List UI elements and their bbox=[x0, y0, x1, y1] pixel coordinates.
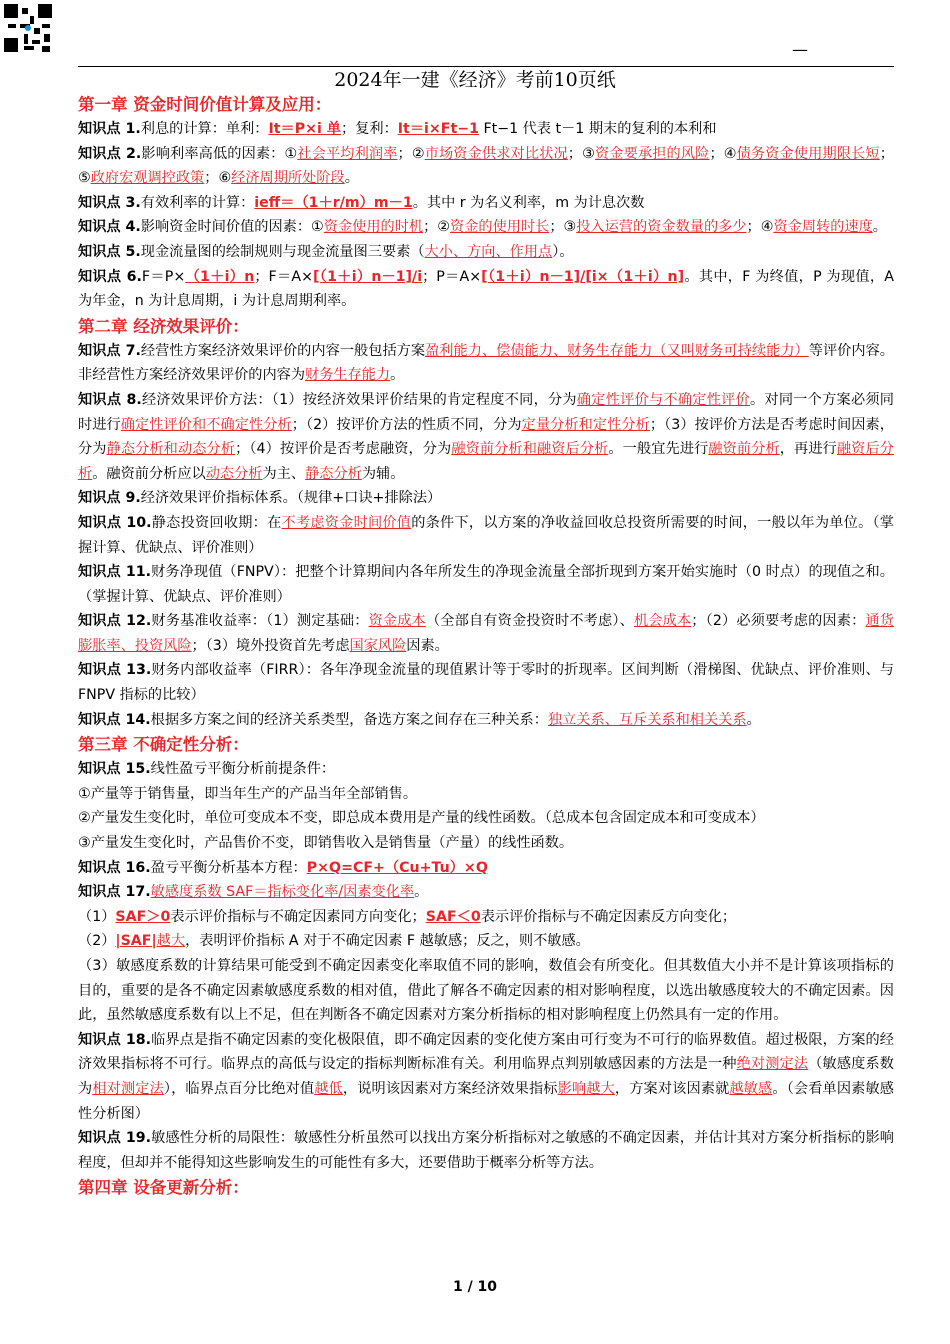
highlight-text: 绝对测定法 bbox=[736, 1056, 809, 1073]
knowledge-point bbox=[78, 880, 894, 905]
body-text: 经济效果评价方法：（1）按经济效果评价结果的肯定程度不同，分为 bbox=[141, 391, 577, 408]
highlight-text: 确定性评价和不确定性分析 bbox=[120, 416, 292, 433]
body-text: 影响资金时间价值的因素：① bbox=[140, 219, 324, 236]
body-text: 。 bbox=[746, 711, 761, 728]
body-text: 经济效果评价指标体系。（规律+口诀+排除法） bbox=[140, 490, 442, 507]
knowledge-point-label: 知识点 9. bbox=[78, 490, 141, 507]
knowledge-point-label: 知识点 19. bbox=[78, 1130, 152, 1147]
body-text: 利息的计算：单利： bbox=[140, 121, 269, 137]
highlight-text: 相对测定法 bbox=[92, 1080, 164, 1097]
knowledge-point-label: 知识点 11. bbox=[78, 564, 151, 581]
highlight-text: 越低 bbox=[314, 1080, 343, 1097]
highlight-text: 资金要承担的风险 bbox=[594, 145, 710, 162]
body-text: ，表明评价指标 A 对于不确定因素 F 越敏感；反之，则不敏感。 bbox=[185, 933, 590, 950]
highlight-text: 资金使用的时机 bbox=[323, 219, 424, 236]
highlight-text: 越大 bbox=[156, 933, 186, 950]
knowledge-point-label: 知识点 17. bbox=[78, 884, 151, 901]
highlight-text: 确定性评价与不确定性评价 bbox=[576, 391, 750, 408]
body-text: 表示评价指标与不确定因素反方向变化； bbox=[480, 908, 737, 925]
page-number: 1 / 10 bbox=[452, 1279, 498, 1295]
formula-text: It＝i×Ft−1 bbox=[397, 121, 479, 137]
body-text: ；③ bbox=[567, 145, 595, 162]
formula-text: P×Q=CF+（Cu+Tu）×Q bbox=[306, 859, 488, 876]
highlight-text: 机会成本 bbox=[633, 613, 692, 630]
body-text: （2） bbox=[78, 933, 116, 950]
body-text: ；② bbox=[397, 145, 425, 162]
knowledge-point-label: 知识点 13. bbox=[78, 662, 152, 679]
knowledge-point bbox=[78, 215, 894, 240]
knowledge-point-label: 知识点 4. bbox=[78, 219, 141, 236]
body-text: 。一般宜先进行 bbox=[608, 441, 709, 458]
knowledge-point-label: 知识点 10. bbox=[78, 514, 152, 531]
body-text: ；② bbox=[423, 219, 450, 236]
highlight-text: 经济周期所处阶段 bbox=[231, 170, 345, 187]
body-text: 临界点是指不确定因素的变化极限值，即不确定因素的变化使方案由可行变为不可行的临界数值。超过极限，方案的经济效果指标将不可行。临界点的高低与设定的指标判断标准有关。利用临界点判别敏感因素的方法是一种 bbox=[78, 1031, 894, 1073]
body-text: 敏感性分析的局限性：敏感性分析虽然可以找出方案分析指标对之敏感的不确定因素，并估计其对方案分析指标的影响程度，但却并不能得知这些影响发生的可能性有多大，还要借助于概率分析等方法。 bbox=[78, 1130, 894, 1171]
body-text: ③产量发生变化时，产品售价不变，即销售收入是销售量（产量）的线性函数。 bbox=[78, 835, 574, 852]
body-text: 因素。 bbox=[406, 637, 449, 654]
body-text: 有效利率的计算： bbox=[140, 194, 255, 211]
knowledge-point bbox=[78, 708, 894, 733]
body-text: 表示评价指标与不确定因素同方向变化； bbox=[170, 908, 426, 925]
body-text: ），临界点百分比绝对值 bbox=[163, 1080, 315, 1097]
list-item bbox=[78, 806, 894, 831]
highlight-text: 投入运营的资金数量的多少 bbox=[576, 219, 747, 236]
highlight-text: 动态分析 bbox=[205, 465, 263, 482]
knowledge-point bbox=[78, 1028, 894, 1126]
knowledge-point bbox=[78, 757, 894, 782]
list-item bbox=[78, 954, 894, 1028]
formula-text: |SAF| bbox=[115, 933, 157, 950]
body-text: ；③ bbox=[549, 219, 577, 236]
formula-text: It＝P×i 单 bbox=[268, 121, 341, 137]
knowledge-point bbox=[78, 339, 894, 388]
body-text: 为辅。 bbox=[361, 465, 405, 482]
formula-text: SAF＜0 bbox=[425, 908, 481, 925]
body-text: 财务内部收益率（FIRR）：各年净现金流量的现值累计等于零时的折现率。区间判断（滑梯图、优缺点、评价准则、与 FNPV 指标的比较） bbox=[78, 662, 894, 704]
knowledge-point-label: 知识点 2. bbox=[78, 145, 142, 162]
knowledge-point bbox=[78, 856, 894, 881]
body-text: ；④ bbox=[746, 219, 774, 236]
body-text: 经营性方案经济效果评价的内容一般包括方案 bbox=[140, 342, 426, 359]
body-text: （敏感度系数为 bbox=[78, 1056, 894, 1097]
highlight-text: 资金周转的速度 bbox=[773, 219, 873, 236]
chapter-4-heading: 第四章 设备更新分析： bbox=[78, 1178, 249, 1198]
body-text: 影响利率高低的因素：① bbox=[141, 145, 298, 162]
body-text: 。其中，F 为终值，P 为现值，A 为年金，n 为计息周期，i 为计息周期利率。 bbox=[78, 268, 894, 310]
knowledge-point-label: 知识点 6. bbox=[78, 268, 142, 285]
highlight-text: 盈利能力、偿债能力、财务生存能力（又叫财务可持续能力） bbox=[425, 342, 809, 359]
body-text: （3）敏感度系数的计算结果可能受到不确定因素变化率取值不同的影响，数值会有所变化。但其数值大小并不是计算该项指标的目的，重要的是各不确定因素敏感度系数的相对值，借此了解各不确定因素的相对影响程度，以选出敏感度较大的不确定因素。因此，虽然敏感度系数有以上不足，但在判断各不确定因素对方案分析指标的相对影响程度上仍然具有一定的作用。 bbox=[78, 958, 894, 1024]
formula-text: [（1＋i）n－1]/i bbox=[313, 268, 423, 285]
list-item bbox=[78, 905, 894, 930]
list-item bbox=[78, 782, 894, 807]
body-text: 根据多方案之间的经济关系类型，备选方案之间存在三种关系： bbox=[150, 711, 548, 728]
list-item bbox=[78, 831, 894, 856]
highlight-text: 市场资金供求对比状况 bbox=[424, 145, 568, 162]
body-text: 现金流量图的绘制规则与现金流量图三要素（ bbox=[140, 243, 425, 260]
highlight-text: 定量分析和定性分析 bbox=[521, 416, 650, 433]
knowledge-point bbox=[78, 1126, 894, 1175]
knowledge-point bbox=[78, 658, 894, 707]
highlight-text: 静态分析 bbox=[305, 465, 362, 482]
knowledge-point bbox=[78, 511, 894, 560]
body-text: ）。 bbox=[552, 243, 574, 260]
knowledge-point-label: 知识点 3. bbox=[78, 194, 141, 211]
highlight-text: 财务生存能力 bbox=[305, 367, 391, 384]
highlight-text: 通货膨胀率、投资风险 bbox=[78, 613, 894, 654]
body-text: ；（3）按评价方法是否考虑时间因素，分为 bbox=[78, 416, 894, 458]
formula-text: [（1＋i）n－1]/[i×（1＋i）n] bbox=[481, 268, 685, 285]
knowledge-point-label: 知识点 12. bbox=[78, 613, 152, 630]
header-mark: — bbox=[792, 40, 808, 59]
body-text: ；F＝A× bbox=[254, 268, 314, 285]
knowledge-point-label: 知识点 7. bbox=[78, 342, 141, 359]
highlight-text: 资金的使用时长 bbox=[450, 219, 550, 236]
highlight-text: 融资前分析 bbox=[708, 441, 780, 458]
highlight-text: 国家风险 bbox=[349, 637, 407, 654]
page-title: 2024年一建《经济》考前10页纸 bbox=[334, 69, 616, 91]
formula-text: SAF＞0 bbox=[115, 908, 171, 925]
body-text: 等评价内容。非经营性方案经济效果评价的内容为 bbox=[78, 342, 894, 384]
body-text: 。 bbox=[872, 219, 887, 236]
formula-text: （1＋i）n bbox=[185, 268, 255, 285]
body-text: ，说明该因素对方案经济效果指标 bbox=[342, 1080, 558, 1097]
body-text: （全部自有资金投资时不考虑）、 bbox=[425, 613, 634, 630]
body-text: 财务基准收益率：（1）测定基础： bbox=[151, 613, 369, 630]
highlight-text: 影响越大 bbox=[557, 1080, 615, 1097]
body-text: ；复利： bbox=[341, 121, 398, 137]
knowledge-point bbox=[78, 609, 894, 658]
knowledge-point-label: 知识点 14. bbox=[78, 711, 151, 728]
body-text: 。其中 r 为名义利率，m 为计息次数 bbox=[412, 194, 645, 211]
knowledge-point-label: 知识点 16. bbox=[78, 859, 151, 876]
body-text: ；④ bbox=[709, 145, 737, 162]
highlight-text: 静态分析和动态分析 bbox=[106, 441, 236, 458]
body-text: 。（会看单因素敏感性分析图） bbox=[78, 1080, 894, 1122]
body-text: 。 bbox=[344, 170, 359, 187]
knowledge-point bbox=[78, 117, 894, 142]
body-text: 的条件下，以方案的净收益回收总投资所需要的时间，一般以年为单位。（掌握计算、优缺点、评价准则） bbox=[78, 514, 894, 556]
body-text: ；（2）按评价方法的性质不同，分为 bbox=[291, 416, 522, 433]
knowledge-point bbox=[78, 486, 894, 511]
highlight-text: 融资后分析 bbox=[78, 441, 894, 482]
qr-code-image bbox=[4, 4, 52, 52]
highlight-text: 大小、方向、作用点 bbox=[424, 243, 553, 260]
highlight-text: 社会平均利润率 bbox=[297, 145, 398, 162]
highlight-text: 越敏感 bbox=[729, 1080, 773, 1097]
highlight-text: 不考虑资金时间价值 bbox=[281, 514, 412, 531]
knowledge-point bbox=[78, 191, 894, 216]
knowledge-point bbox=[78, 560, 894, 609]
knowledge-point-label: 知识点 15. bbox=[78, 761, 151, 778]
knowledge-point bbox=[78, 265, 894, 314]
body-text: F＝P× bbox=[141, 268, 186, 285]
document-body bbox=[78, 92, 894, 1200]
body-text: 财务净现值（FNPV）：把整个计算期间内各年所发生的净现金流量全部折现到方案开始实施时（0 时点）的现值之和。（掌握计算、优缺点、评价准则） bbox=[78, 564, 894, 605]
body-text: 。融资前分析应以 bbox=[92, 465, 206, 482]
chapter-2-heading: 第二章 经济效果评价： bbox=[78, 316, 249, 336]
body-text: ②产量发生变化时，单位可变成本不变，即总成本费用是产量的线性函数。（总成本包含固定成本和可变成本） bbox=[78, 810, 765, 827]
knowledge-point-label: 知识点 5. bbox=[78, 243, 141, 260]
body-text: ，再进行 bbox=[779, 441, 837, 458]
body-text: 。 bbox=[414, 884, 429, 901]
highlight-text: 敏感度系数 SAF＝指标变化率/因素变化率 bbox=[150, 884, 415, 901]
knowledge-point-label: 知识点 18. bbox=[78, 1031, 152, 1048]
highlight-text: 资金成本 bbox=[368, 613, 426, 630]
knowledge-point-label: 知识点 8. bbox=[78, 391, 142, 408]
formula-text: ieff＝（1＋r/m）m－1 bbox=[254, 194, 413, 211]
highlight-text: 政府宏观调控政策 bbox=[90, 170, 205, 187]
highlight-text: 融资前分析和融资后分析 bbox=[451, 441, 609, 458]
body-text: ；P＝A× bbox=[422, 268, 482, 285]
highlight-text: 独立关系、互斥关系和相关关系 bbox=[547, 711, 747, 728]
body-text: ；⑤ bbox=[78, 145, 894, 187]
body-text: （1） bbox=[78, 908, 116, 925]
body-text: ；（3）境外投资首先考虑 bbox=[191, 637, 350, 654]
highlight-text: 债务资金使用期限长短 bbox=[736, 145, 880, 162]
body-text: 。对同一个方案必须同时进行 bbox=[78, 391, 894, 433]
body-text: Ft−1 代表 t－1 期末的复利的本利和 bbox=[479, 121, 717, 137]
body-text: ①产量等于销售量，即当年生产的产品当年全部销售。 bbox=[78, 785, 418, 802]
chapter-1-heading: 第一章 资金时间价值计算及应用： bbox=[78, 95, 332, 114]
body-text: ；⑥ bbox=[204, 170, 232, 187]
knowledge-point-label: 知识点 1. bbox=[78, 121, 141, 137]
body-text: 盈亏平衡分析基本方程： bbox=[150, 859, 307, 876]
body-text: ；（2）必须要考虑的因素： bbox=[691, 613, 866, 630]
body-text: 。 bbox=[390, 367, 405, 384]
knowledge-point bbox=[78, 388, 894, 486]
body-text: ，方案对该因素就 bbox=[614, 1080, 730, 1097]
knowledge-point bbox=[78, 240, 894, 265]
list-item bbox=[78, 929, 894, 954]
body-text: 为主、 bbox=[262, 465, 306, 482]
chapter-3-heading: 第三章 不确定性分析： bbox=[78, 735, 249, 755]
body-text: 静态投资回收期：在 bbox=[151, 514, 282, 531]
knowledge-point bbox=[78, 142, 894, 191]
body-text: 线性盈亏平衡分析前提条件： bbox=[150, 761, 336, 778]
body-text: ；（4）按评价是否考虑融资，分为 bbox=[235, 441, 452, 458]
